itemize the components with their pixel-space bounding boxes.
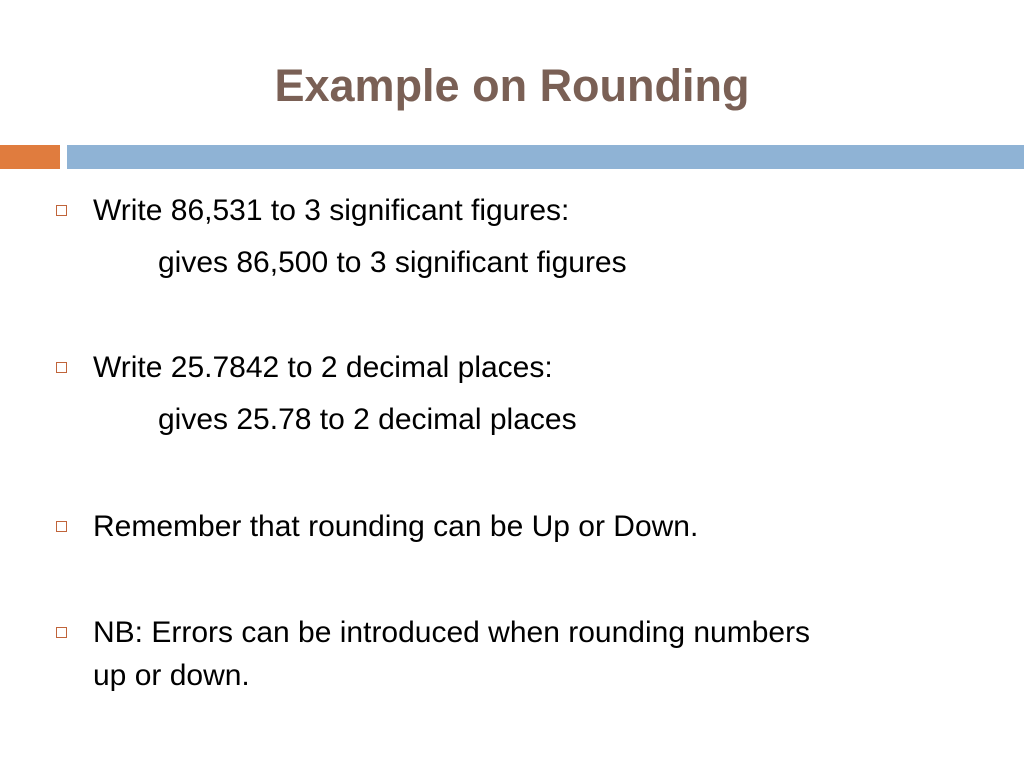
bullet-text: NB: Errors can be introduced when rounding numbers [93, 616, 811, 649]
bullet-text: Write 86,531 to 3 significant figures: [93, 194, 570, 227]
bullet-text: Write 25.7842 to 2 decimal places: [93, 351, 553, 384]
bullet-text-continuation: up or down. [93, 659, 250, 692]
hollow-square-bullet-icon [56, 205, 67, 216]
hollow-square-bullet-icon [56, 521, 67, 532]
bullet-subtext: gives 86,500 to 3 significant figures [158, 246, 627, 279]
slide-title: Example on Rounding [274, 60, 750, 111]
hollow-square-bullet-icon [56, 362, 67, 373]
bullet-text: Remember that rounding can be Up or Down. [93, 510, 699, 543]
hollow-square-bullet-icon [56, 627, 67, 638]
bullet-subtext: gives 25.78 to 2 decimal places [158, 403, 577, 436]
